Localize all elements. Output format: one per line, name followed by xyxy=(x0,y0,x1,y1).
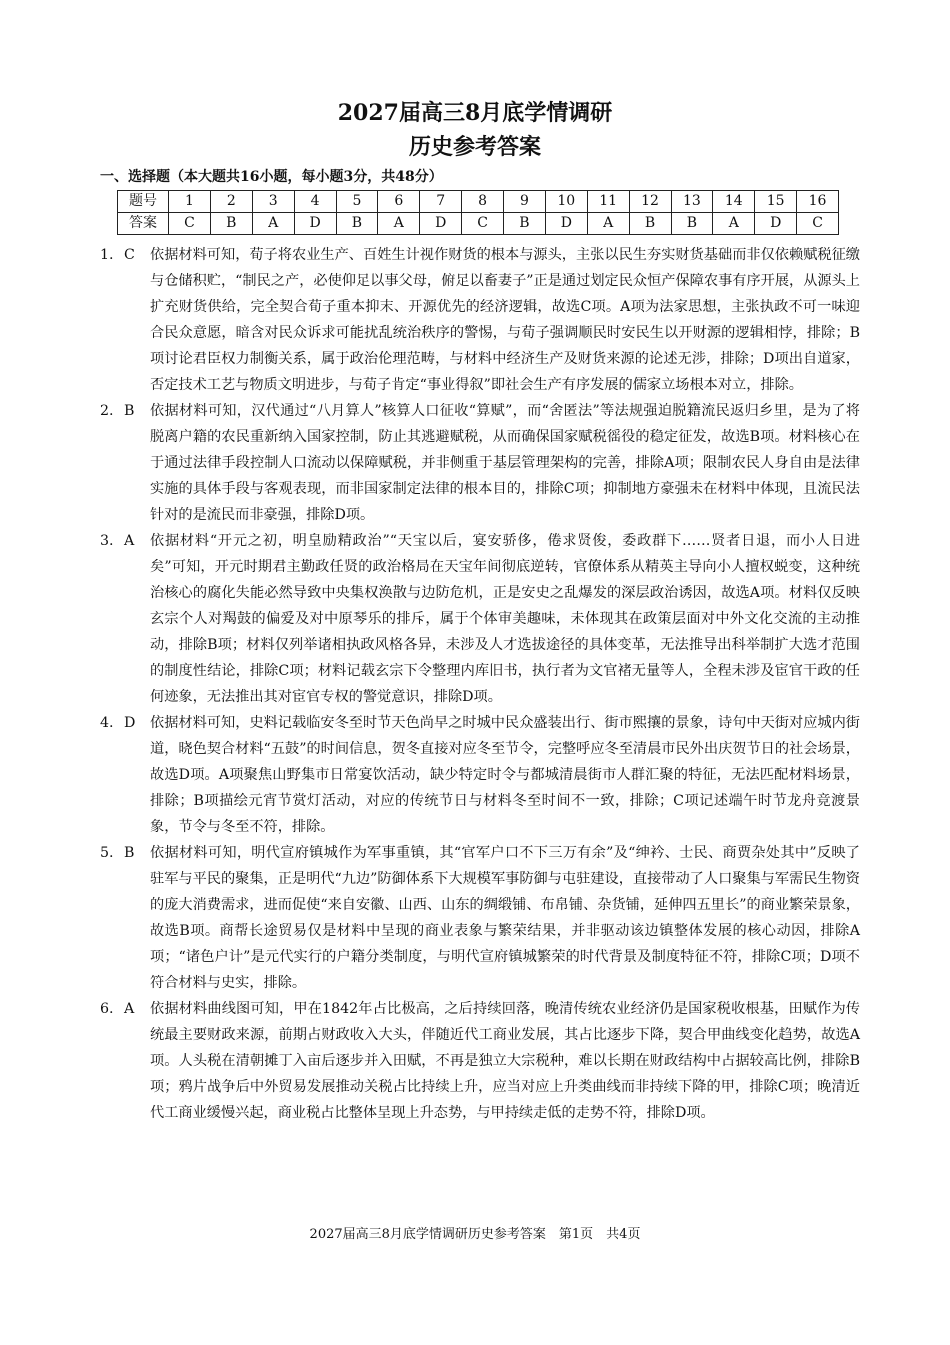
explanation-item xyxy=(100,242,860,398)
question-number-cell: 3 xyxy=(252,191,294,213)
explanation-item xyxy=(100,840,860,996)
question-number-cell: 13 xyxy=(671,191,713,213)
question-number-cell: 6 xyxy=(378,191,420,213)
answer-letter: D xyxy=(124,715,136,731)
question-number-cell: 7 xyxy=(420,191,462,213)
question-number: 6. xyxy=(100,1001,114,1017)
answer-cell: D xyxy=(755,213,797,235)
explanation-item xyxy=(100,996,860,1126)
answer-cell: B xyxy=(210,213,252,235)
answer-letter: B xyxy=(124,403,135,419)
question-number-cell: 12 xyxy=(629,191,671,213)
section-heading: 一、选择题（本大题共16小题，每小题3分，共48分） xyxy=(100,169,443,185)
explanation-item xyxy=(100,710,860,840)
question-number-cell: 14 xyxy=(713,191,755,213)
question-number-cell: 9 xyxy=(504,191,546,213)
answer-cell: C xyxy=(462,213,504,235)
answer-cell: B xyxy=(336,213,378,235)
question-number: 5. xyxy=(100,845,114,861)
answer-letter: C xyxy=(124,247,135,263)
answer-cell: B xyxy=(504,213,546,235)
explanation-text: 依据材料可知，史料记载临安冬至时节天色尚早之时城中民众盛装出行、街市熙攘的景象，诗句中天街对应城内街道，晓色契合材料“五鼓”的时间信息，贺冬直接对应冬至节令，完整呼应冬至清晨市民外出庆贺节日的社会场景，故选D项。A项聚焦山野集市日常宴饮活动，缺少特定时令与都城清晨街市人群汇聚的特征，无法匹配材料场景，排除；B项描绘元宵节赏灯活动，对应的传统节日与材料冬至时间不一致，排除；C项记述端午时节龙舟竞渡景象，节令与冬至不符，排除。 xyxy=(150,715,860,835)
explanation-text: 依据材料可知，汉代通过“八月算人”核算人口征收“算赋”，而“舍匿法”等法规强迫脱籍流民返归乡里，是为了将脱离户籍的农民重新纳入国家控制，防止其逃避赋税，从而确保国家赋税徭役的稳定征发，故选B项。材料核心在于通过法律手段控制人口流动以保障赋税，并非侧重于基层管理架构的完善，排除A项；限制农民人身自由是法律实施的具体手段与客观表现，而非国家制定法律的根本目的，排除C项；抑制地方豪强未在材料中体现，且流民法针对的是流民而非豪强，排除D项。 xyxy=(150,403,860,523)
explanation-item xyxy=(100,528,860,710)
answer-cell: A xyxy=(252,213,294,235)
answer-cell: A xyxy=(713,213,755,235)
answer-cell: D xyxy=(420,213,462,235)
row-label-answer: 答案 xyxy=(118,213,169,235)
answer-cell: A xyxy=(378,213,420,235)
answer-letter: B xyxy=(124,845,135,861)
question-number-cell: 10 xyxy=(545,191,587,213)
page-footer: 2027届高三8月底学情调研历史参考答案 第1页 共4页 xyxy=(309,1227,641,1242)
explanation-text: 依据材料可知，荀子将农业生产、百姓生计视作财货的根本与源头，主张以民生夯实财货基础而非仅依赖赋税征缴与仓储积贮，“制民之产，必使仰足以事父母，俯足以畜妻子”正是通过划定民众恒产保障农事有序开展，从源头上扩充财货供给，完全契合荀子重本抑末、开源优先的经济逻辑，故选C项。A项为法家思想，主张执政不可一味迎合民众意愿，暗含对民众诉求可能扰乱统治秩序的警惕，与荀子强调顺民时安民生以开财源的逻辑相悖，排除；B项讨论君臣权力制衡关系，属于政治伦理范畴，与材料中经济生产及财货来源的论述无涉，排除；D项出自道家，否定技术工艺与物质文明进步，与荀子肯定“事业得叙”即社会生产有序发展的儒家立场根本对立，排除。 xyxy=(150,247,860,393)
question-number: 1. xyxy=(100,247,114,263)
question-number-cell: 11 xyxy=(587,191,629,213)
answer-row xyxy=(118,213,839,235)
question-number-cell: 15 xyxy=(755,191,797,213)
question-number-cell: 8 xyxy=(462,191,504,213)
answer-cell: A xyxy=(587,213,629,235)
answer-cell: C xyxy=(797,213,839,235)
answer-cell: D xyxy=(294,213,336,235)
answer-cell: B xyxy=(629,213,671,235)
explanation-text: 依据材料曲线图可知，甲在1842年占比极高，之后持续回落，晚清传统农业经济仍是国家税收根基，田赋作为传统最主要财政来源，前期占财政收入大头，伴随近代工商业发展，其占比逐步下降，契合甲曲线变化趋势，故选A项。人头税在清朝摊丁入亩后逐步并入田赋，不再是独立大宗税种，难以长期在财政结构中占据较高比例，排除B项；鸦片战争后中外贸易发展推动关税占比持续上升，应当对应上升类曲线而非持续下降的甲，排除C项；晚清近代工商业缓慢兴起，商业税占比整体呈现上升态势，与甲持续走低的走势不符，排除D项。 xyxy=(150,1001,860,1121)
explanation-text: 依据材料可知，明代宣府镇城作为军事重镇，其“官军户口不下三万有余”及“绅衿、士民、商贾杂处其中”反映了驻军与平民的聚集，正是明代“九边”防御体系下大规模军事防御与屯驻建设，直接带动了人口聚集与军需民生物资的庞大消费需求，进而促使“来自安徽、山西、山东的绸缎铺、布帛铺、杂货铺，延伸四五里长”的商业繁荣景象，故选B项。商帮长途贸易仅是材料中呈现的商业表象与繁荣结果，并非驱动该边镇整体发展的核心动因，排除A项；“诸色户计”是元代实行的户籍分类制度，与明代宣府镇城繁荣的时代背景及制度特征不符，排除C项；D项不符合材料与史实，排除。 xyxy=(150,845,860,991)
question-number-cell: 1 xyxy=(169,191,211,213)
question-number-cell: 2 xyxy=(210,191,252,213)
page-title: 2027届高三8月底学情调研 xyxy=(337,100,613,126)
question-number: 2. xyxy=(100,403,114,419)
question-number: 4. xyxy=(100,715,114,731)
question-number-cell: 16 xyxy=(797,191,839,213)
answer-cell: D xyxy=(545,213,587,235)
answer-table xyxy=(117,190,839,235)
answer-letter: A xyxy=(124,533,135,549)
page-subtitle: 历史参考答案 xyxy=(408,134,541,160)
row-label-number: 题号 xyxy=(118,191,169,213)
answer-cell: B xyxy=(671,213,713,235)
question-number-cell: 4 xyxy=(294,191,336,213)
explanation-item xyxy=(100,398,860,528)
answer-letter: A xyxy=(124,1001,135,1017)
question-number-cell: 5 xyxy=(336,191,378,213)
explanation-text: 依据材料“开元之初，明皇励精政治”“天宝以后，宴安骄侈，倦求贤俊，委政群下……贤者日退，而小人日进矣”可知，开元时期君主勤政任贤的政治格局在天宝年间彻底逆转，官僚体系从精英主导向小人擅权蜕变，这种统治核心的腐化失能必然导致中央集权涣散与边防危机，正是安史之乱爆发的深层政治诱因，故选A项。材料仅反映玄宗个人对羯鼓的偏爱及对中原琴乐的排斥，属于个体审美趣味，未体现其在政策层面对中外文化交流的主动推动，排除B项；材料仅列举诸相执政风格各异，未涉及人才选拔途径的具体变革，无法推导出科举制扩大选才范围的制度性结论，排除C项；材料记载玄宗下令整理内库旧书，执行者为文官褚无量等人，全程未涉及宦官干政的任何迹象，无法推出其对宦官专权的警觉意识，排除D项。 xyxy=(150,533,860,705)
question-number-row xyxy=(118,191,839,213)
explanation-list xyxy=(100,242,860,1126)
question-number: 3. xyxy=(100,533,114,549)
answer-cell: C xyxy=(169,213,211,235)
